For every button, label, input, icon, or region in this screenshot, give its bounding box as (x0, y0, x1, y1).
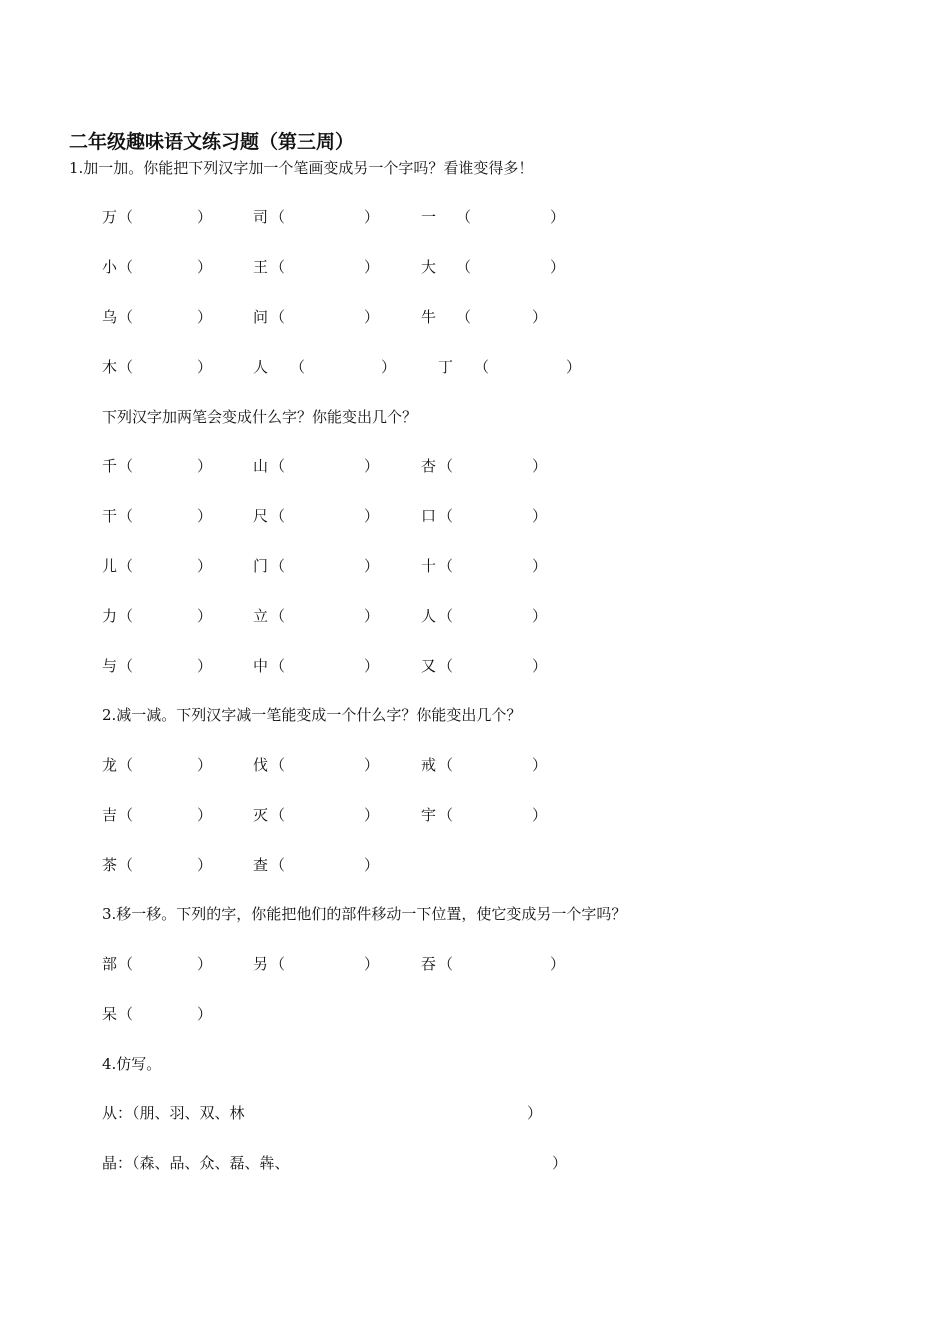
q4-line1-close: ） (527, 1104, 543, 1122)
blank-close-paren: ） (364, 806, 380, 824)
blank-open-paren: （ (118, 657, 134, 675)
blank-char: 中 (253, 657, 269, 675)
blank-close-paren: ） (532, 657, 548, 675)
q4-line2-close: ） (552, 1154, 568, 1172)
blank-open-paren: （ (456, 208, 472, 226)
blank-open-paren: （ (118, 308, 134, 326)
blank-open-paren: （ (438, 806, 454, 824)
blank-char: 吉 (102, 806, 118, 824)
blank-close-paren: ） (364, 457, 380, 475)
blank-open-paren: （ (270, 756, 286, 774)
blank-open-paren: （ (118, 557, 134, 575)
blank-close-paren: ） (197, 507, 213, 525)
blank-open-paren: （ (456, 308, 472, 326)
blank-char: 干 (102, 507, 118, 525)
blank-char: 王 (253, 258, 269, 276)
blank-open-paren: （ (118, 955, 134, 973)
blank-open-paren: （ (474, 358, 490, 376)
blank-char: 一 (421, 208, 437, 226)
blank-close-paren: ） (532, 607, 548, 625)
blank-close-paren: ） (550, 258, 566, 276)
blank-close-paren: ） (197, 358, 213, 376)
blank-open-paren: （ (270, 208, 286, 226)
blank-close-paren: ） (364, 507, 380, 525)
blank-close-paren: ） (550, 955, 566, 973)
blank-close-paren: ） (197, 1005, 213, 1023)
blank-open-paren: （ (438, 607, 454, 625)
blank-open-paren: （ (438, 955, 454, 973)
blank-close-paren: ） (364, 856, 380, 874)
q4-instruction: 4.仿写。 (102, 1055, 162, 1073)
blank-close-paren: ） (197, 756, 213, 774)
blank-char: 杏 (421, 457, 437, 475)
blank-open-paren: （ (270, 856, 286, 874)
blank-open-paren: （ (456, 258, 472, 276)
blank-close-paren: ） (532, 308, 548, 326)
blank-close-paren: ） (532, 507, 548, 525)
blank-char: 查 (253, 856, 269, 874)
blank-open-paren: （ (118, 457, 134, 475)
blank-open-paren: （ (270, 657, 286, 675)
blank-close-paren: ） (364, 258, 380, 276)
blank-char: 与 (102, 657, 118, 675)
blank-char: 另 (253, 955, 269, 973)
blank-close-paren: ） (364, 308, 380, 326)
q4-line1: 从：（朋、羽、双、林 (102, 1104, 245, 1122)
blank-char: 小 (102, 258, 118, 276)
blank-char: 宇 (421, 806, 437, 824)
blank-char: 茶 (102, 856, 118, 874)
blank-open-paren: （ (290, 358, 306, 376)
blank-open-paren: （ (118, 258, 134, 276)
blank-char: 司 (253, 208, 269, 226)
blank-close-paren: ） (197, 208, 213, 226)
blank-char: 伐 (253, 756, 269, 774)
blank-char: 部 (102, 955, 118, 973)
blank-close-paren: ） (197, 856, 213, 874)
blank-open-paren: （ (438, 657, 454, 675)
blank-char: 立 (253, 607, 269, 625)
blank-close-paren: ） (550, 208, 566, 226)
blank-open-paren: （ (118, 756, 134, 774)
blank-char: 人 (421, 607, 437, 625)
blank-close-paren: ） (566, 358, 582, 376)
blank-close-paren: ） (532, 457, 548, 475)
blank-open-paren: （ (270, 258, 286, 276)
blank-char: 灭 (253, 806, 269, 824)
blank-close-paren: ） (532, 756, 548, 774)
blank-close-paren: ） (197, 258, 213, 276)
q1-instruction2: 下列汉字加两笔会变成什么字？你能变出几个？ (102, 408, 418, 426)
blank-open-paren: （ (118, 806, 134, 824)
blank-open-paren: （ (270, 955, 286, 973)
blank-open-paren: （ (270, 308, 286, 326)
blank-close-paren: ） (197, 457, 213, 475)
blank-close-paren: ） (364, 208, 380, 226)
q1-instruction: 1.加一加。你能把下列汉字加一个笔画变成另一个字吗？看谁变得多！ (69, 159, 534, 177)
blank-char: 问 (253, 308, 269, 326)
blank-char: 尺 (253, 507, 269, 525)
q4-line2: 晶：（森、品、众、磊、犇、 (102, 1154, 290, 1172)
blank-char: 丁 (438, 358, 454, 376)
blank-char: 人 (253, 358, 269, 376)
blank-open-paren: （ (270, 457, 286, 475)
worksheet-title: 二年级趣味语文练习题（第三周） (69, 131, 355, 153)
blank-char: 牛 (421, 308, 437, 326)
blank-open-paren: （ (438, 557, 454, 575)
blank-close-paren: ） (381, 358, 397, 376)
blank-open-paren: （ (438, 756, 454, 774)
blank-char: 又 (421, 657, 437, 675)
blank-char: 口 (421, 507, 437, 525)
blank-close-paren: ） (364, 557, 380, 575)
blank-open-paren: （ (118, 507, 134, 525)
blank-char: 十 (421, 557, 437, 575)
blank-open-paren: （ (270, 557, 286, 575)
blank-close-paren: ） (532, 806, 548, 824)
blank-open-paren: （ (270, 607, 286, 625)
blank-close-paren: ） (197, 607, 213, 625)
blank-open-paren: （ (438, 507, 454, 525)
blank-open-paren: （ (118, 1005, 134, 1023)
blank-char: 万 (102, 208, 118, 226)
blank-char: 千 (102, 457, 118, 475)
blank-char: 门 (253, 557, 269, 575)
blank-open-paren: （ (118, 208, 134, 226)
q3-instruction: 3.移一移。下列的字，你能把他们的部件移动一下位置，使它变成另一个字吗？ (102, 905, 627, 923)
blank-char: 呆 (102, 1005, 118, 1023)
blank-close-paren: ） (532, 557, 548, 575)
blank-close-paren: ） (364, 607, 380, 625)
blank-char: 儿 (102, 557, 118, 575)
blank-close-paren: ） (197, 657, 213, 675)
q2-instruction: 2.减一减。下列汉字减一笔能变成一个什么字？你能变出几个？ (102, 706, 522, 724)
blank-char: 吞 (421, 955, 437, 973)
blank-open-paren: （ (118, 607, 134, 625)
blank-char: 山 (253, 457, 269, 475)
blank-open-paren: （ (438, 457, 454, 475)
blank-char: 力 (102, 607, 118, 625)
blank-close-paren: ） (364, 955, 380, 973)
blank-close-paren: ） (364, 756, 380, 774)
blank-close-paren: ） (197, 557, 213, 575)
blank-open-paren: （ (270, 507, 286, 525)
blank-close-paren: ） (197, 308, 213, 326)
blank-open-paren: （ (118, 358, 134, 376)
blank-char: 龙 (102, 756, 118, 774)
blank-close-paren: ） (197, 955, 213, 973)
blank-open-paren: （ (118, 856, 134, 874)
blank-char: 木 (102, 358, 118, 376)
blank-char: 大 (421, 258, 437, 276)
blank-close-paren: ） (197, 806, 213, 824)
blank-char: 乌 (102, 308, 118, 326)
blank-open-paren: （ (270, 806, 286, 824)
blank-close-paren: ） (364, 657, 380, 675)
blank-char: 戒 (421, 756, 437, 774)
